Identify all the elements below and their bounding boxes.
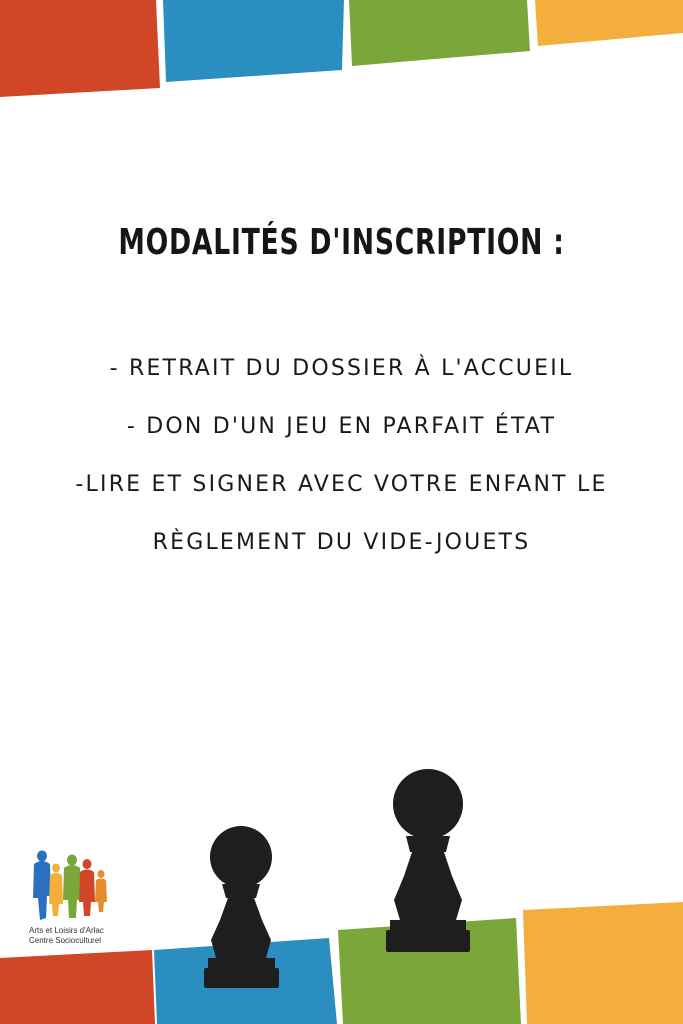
pawn-icon xyxy=(204,826,279,988)
top-green-block xyxy=(349,0,530,66)
bottom-red-block xyxy=(0,950,155,1024)
logo-line-2: Centre Socioculturel xyxy=(29,936,102,945)
list-item: -LIRE ET SIGNER AVEC VOTRE ENFANT LE xyxy=(75,472,608,497)
registration-list xyxy=(0,340,683,572)
bottom-orange-block xyxy=(523,902,683,1024)
list-item: RÈGLEMENT DU VIDE-JOUETS xyxy=(152,530,531,555)
logo-text xyxy=(29,926,149,946)
top-orange-block xyxy=(535,0,683,46)
list-item: - DON D'UN JEU EN PARFAIT ÉTAT xyxy=(126,414,557,439)
page-title: MODALITÉS D'INSCRIPTION : xyxy=(118,222,565,263)
list-item: - RETRAIT DU DOSSIER À L'ACCUEIL xyxy=(109,356,574,381)
logo-figures-icon xyxy=(20,850,120,930)
top-blue-block xyxy=(163,0,344,82)
pawn-icon xyxy=(386,769,470,952)
logo-line-1: Arts et Loisirs d'Arlac xyxy=(29,926,104,935)
top-red-block xyxy=(0,0,160,97)
